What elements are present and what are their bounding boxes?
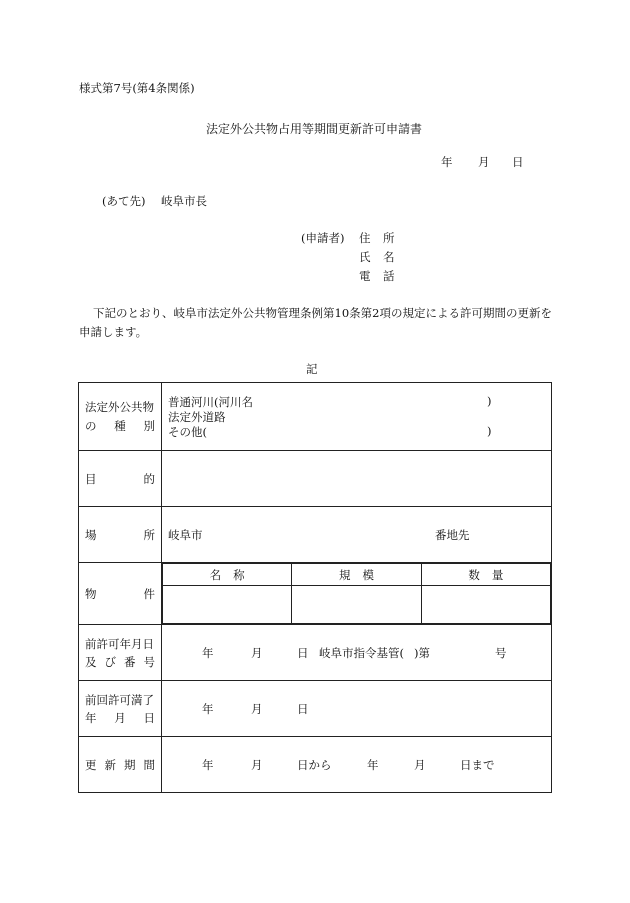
renewal-to-day: 日まで [460, 757, 495, 772]
renewal-to-month: 月 [414, 757, 426, 772]
intro-text-line1: 下記のとおり、岐阜市法定外公共物管理条例第10条第2項の規定による許可期間の更新を [93, 306, 552, 320]
row-prev-permit [79, 625, 552, 681]
object-subtable-cell [162, 563, 552, 625]
row-prev-expiry [79, 681, 552, 737]
type-option-other: その他( [168, 424, 207, 439]
object-quantity-input[interactable] [421, 586, 550, 624]
addressee-prefix: (あて先) [102, 194, 146, 208]
renewal-input-cell[interactable] [162, 737, 552, 793]
phone-label-2: 話 [383, 269, 395, 283]
object-label-char-1: 物 [85, 586, 97, 601]
renewal-label-char-3: 期 [124, 757, 136, 772]
type-label-char-3: 別 [143, 419, 155, 433]
object-value-row [163, 586, 551, 624]
application-table [78, 382, 552, 793]
prev-expiry-label-char-3: 日 [143, 710, 155, 725]
place-input-cell[interactable] [162, 507, 552, 563]
place-label-char-2: 所 [143, 527, 155, 542]
prev-permit-month: 月 [251, 645, 263, 660]
name-label-1: 氏 [359, 250, 371, 264]
object-header-quantity-char-1: 数 [468, 567, 480, 582]
object-header-scale-char-2: 模 [362, 567, 374, 582]
object-label [79, 586, 161, 602]
row-renewal [79, 737, 552, 793]
prev-permit-input-cell[interactable] [162, 625, 552, 681]
type-option-river: 普通河川(河川名 [168, 394, 253, 409]
row-place [79, 507, 552, 563]
type-label-line2 [79, 418, 161, 434]
prev-permit-day: 日 [297, 645, 309, 660]
prev-permit-number: 号 [495, 645, 507, 660]
object-subtable [162, 563, 551, 624]
page-title: 法定外公共物占用等期間更新許可申請書 [206, 122, 423, 136]
purpose-label [79, 471, 161, 487]
place-label-cell [79, 507, 162, 563]
purpose-label-cell [79, 451, 162, 507]
renewal-label-char-4: 間 [143, 757, 155, 772]
type-label-line1: 法定外公共物 [85, 400, 154, 414]
purpose-input-cell[interactable] [162, 451, 552, 507]
type-option-road: 法定外道路 [168, 409, 226, 424]
row-object [79, 563, 552, 625]
type-label-cell [79, 383, 162, 451]
prev-expiry-year: 年 [202, 701, 214, 716]
prev-expiry-label-cell [79, 681, 162, 737]
row-type [79, 383, 552, 451]
prev-permit-label-line1: 前許可年月日 [85, 636, 154, 651]
purpose-label-char-2: 的 [143, 471, 155, 486]
object-name-input[interactable] [163, 586, 292, 624]
renewal-label-cell [79, 737, 162, 793]
renewal-from-month: 月 [251, 757, 263, 772]
object-header-name-char-1: 名 [209, 567, 222, 582]
place-label-char-1: 場 [85, 527, 97, 542]
type-label-char-2: 種 [114, 419, 126, 433]
object-label-cell [79, 563, 162, 625]
prev-permit-order: 岐阜市指令基管( [319, 645, 404, 660]
renewal-from-year: 年 [202, 757, 214, 772]
prev-expiry-label-char-1: 年 [85, 710, 97, 725]
renewal-label-char-2: 新 [104, 757, 116, 772]
prev-expiry-label-char-2: 月 [114, 710, 126, 725]
address-label-2: 所 [383, 231, 395, 245]
ki-heading: 記 [306, 362, 318, 376]
date-year-label: 年 [441, 155, 453, 169]
prev-permit-order-close: )第 [414, 645, 430, 660]
renewal-to-year: 年 [367, 757, 379, 772]
prev-expiry-day: 日 [297, 701, 309, 716]
prev-permit-label-cell [79, 625, 162, 681]
renewal-label-char-1: 更 [85, 757, 97, 772]
type-option-river-close: ) [487, 393, 492, 408]
object-header-name [163, 564, 292, 586]
purpose-label-char-1: 目 [85, 471, 97, 486]
prev-expiry-label-line1: 前回許可満了 [85, 692, 154, 707]
renewal-label [79, 757, 161, 773]
row-purpose [79, 451, 552, 507]
prev-expiry-label-line2 [79, 710, 161, 726]
prev-permit-label-char-4: 号 [143, 654, 155, 669]
addressee-name: 岐阜市長 [161, 194, 207, 208]
address-label-1: 住 [359, 231, 371, 245]
object-scale-input[interactable] [292, 586, 421, 624]
date-day-label: 日 [512, 155, 524, 169]
prev-permit-label-char-2: び [104, 654, 116, 669]
object-header-name-char-2: 称 [233, 567, 245, 582]
renewal-from-day: 日から [297, 757, 332, 772]
type-label-char-1: の [85, 419, 97, 433]
name-label-2: 名 [383, 250, 395, 264]
object-header-scale [292, 564, 421, 586]
prev-permit-label-char-1: 及 [85, 654, 97, 669]
applicant-label: (申請者) [301, 231, 345, 245]
object-header-quantity-char-2: 量 [491, 567, 504, 582]
prev-expiry-input-cell[interactable] [162, 681, 552, 737]
object-header-row [163, 564, 551, 586]
object-header-quantity [421, 564, 550, 586]
type-option-other-close: ) [487, 423, 492, 438]
prev-permit-label-char-3: 番 [124, 654, 136, 669]
place-label [79, 527, 161, 543]
type-options-cell[interactable] [162, 383, 552, 451]
form-number: 様式第7号(第4条関係) [79, 81, 195, 95]
intro-text-line2: 申請します。 [79, 325, 148, 339]
date-month-label: 月 [478, 155, 490, 169]
object-header-scale-char-1: 規 [338, 567, 351, 582]
prev-permit-label-line2 [79, 654, 161, 670]
prev-permit-year: 年 [202, 645, 214, 660]
object-label-char-2: 件 [143, 586, 155, 601]
phone-label-1: 電 [359, 269, 371, 283]
place-suffix: 番地先 [435, 527, 470, 542]
prev-expiry-month: 月 [251, 701, 263, 716]
place-city: 岐阜市 [168, 527, 203, 542]
